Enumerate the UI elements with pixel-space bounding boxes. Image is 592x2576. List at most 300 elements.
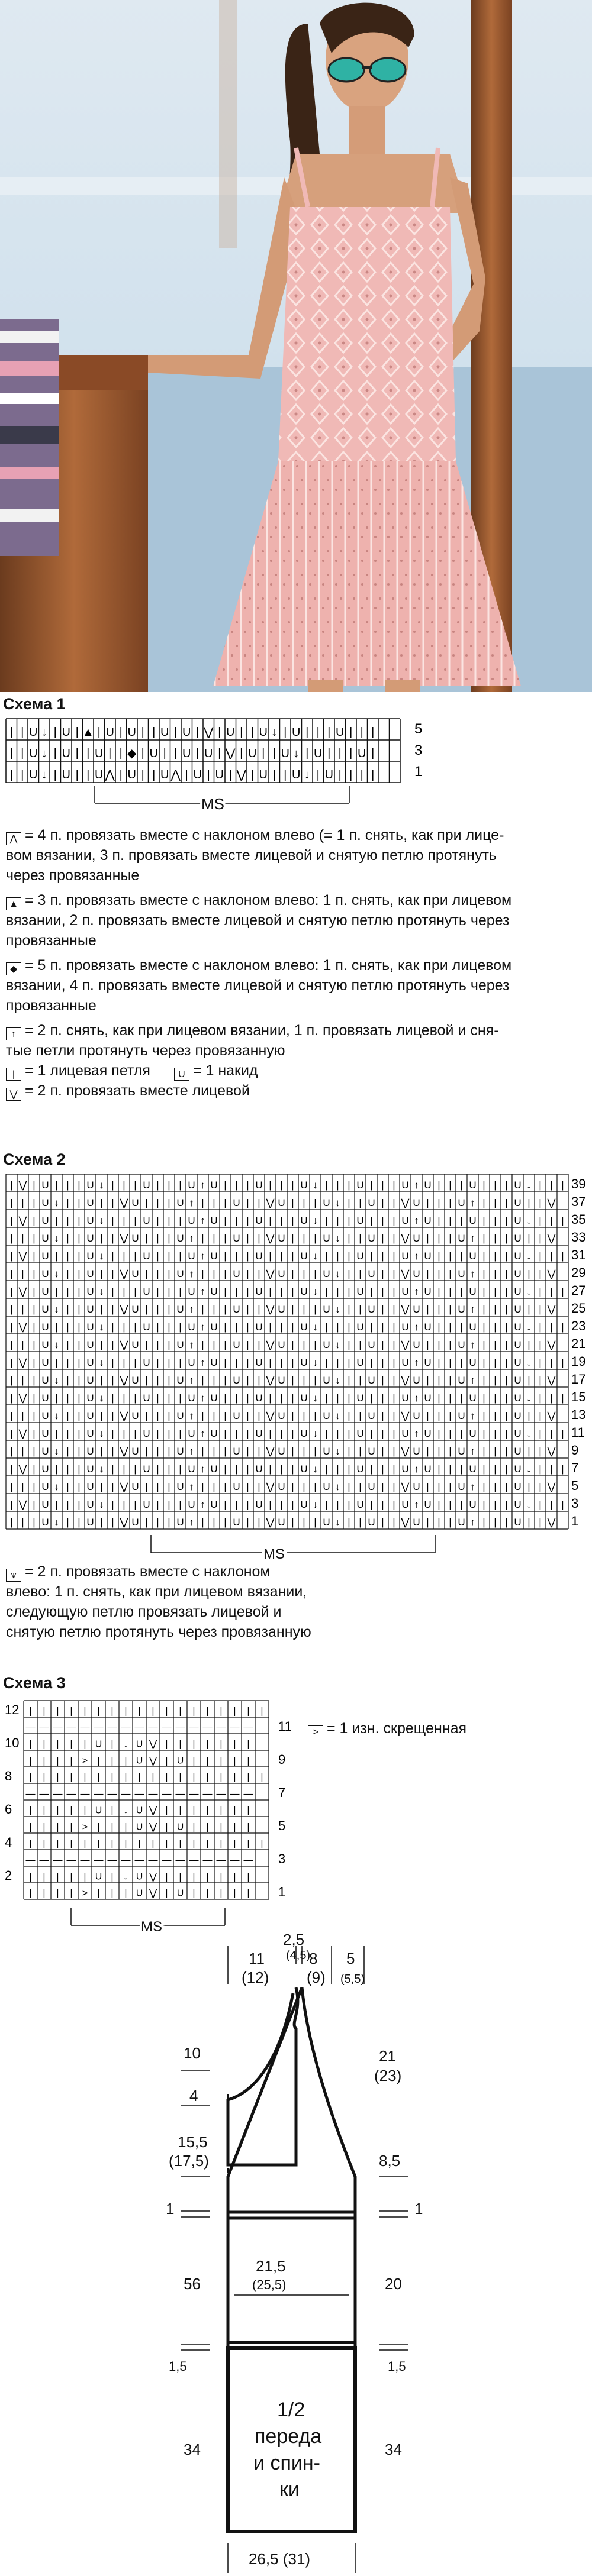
chart-symbol: ↓ (313, 1286, 318, 1297)
chart-symbol: ↓ (99, 1357, 104, 1368)
chart-symbol: U (259, 768, 268, 781)
chart-symbol: ⋁ (266, 1481, 275, 1492)
chart-symbol: U (368, 1233, 375, 1244)
chart-symbol: | (381, 1410, 384, 1421)
chart-symbol: U (215, 768, 224, 781)
chart-symbol: U (413, 1233, 420, 1244)
chart-symbol: U (278, 1517, 285, 1528)
chart-symbol: U (188, 1215, 195, 1226)
chart-symbol: | (505, 1499, 508, 1510)
chart-symbol: | (258, 1233, 260, 1244)
scheme2-row-number: 3 (571, 1496, 579, 1511)
chart-symbol: | (561, 1428, 564, 1439)
chart-symbol: | (539, 1481, 542, 1492)
chart-symbol: | (437, 1499, 440, 1510)
chart-symbol: | (233, 1772, 236, 1783)
chart-symbol: | (33, 1339, 36, 1350)
chart-symbol: | (381, 1304, 384, 1315)
chart-symbol: > (82, 1822, 88, 1832)
chart-symbol: | (53, 768, 57, 781)
chart-symbol: | (29, 1805, 32, 1816)
chart-symbol: U (323, 1268, 330, 1279)
chart-symbol: ⋁ (547, 1233, 556, 1244)
chart-symbol: | (66, 1446, 69, 1457)
dim-top-4-5: (4,5) (286, 1949, 311, 1962)
chart-symbol: ↓ (313, 1215, 318, 1226)
chart-symbol: U (469, 1179, 477, 1191)
chart-symbol: | (213, 1339, 215, 1350)
chart-symbol: | (348, 1197, 350, 1208)
ssk-icon: ⩛ (6, 1569, 21, 1582)
chart-symbol: | (111, 1357, 114, 1368)
chart-symbol: ↑ (200, 1392, 205, 1404)
dim-inner-21-5: 21,5 (256, 2257, 286, 2275)
chart-symbol: U (160, 725, 169, 739)
chart-symbol: U (149, 746, 158, 760)
chart-symbol: | (527, 1410, 530, 1421)
legend-2-slip: ↑ = 2 п. снять, как при лицевом вязании, 1 п. провязать лицевой и сня- (6, 1020, 586, 1040)
chart-symbol: | (56, 1888, 59, 1899)
chart-symbol: | (392, 1215, 395, 1226)
chart-symbol: U (514, 1268, 522, 1279)
chart-symbol: | (152, 768, 156, 781)
chart-symbol: | (168, 1197, 170, 1208)
chart-symbol: — (121, 1722, 131, 1733)
chart-symbol: ⋁ (547, 1481, 556, 1492)
chart-symbol: ↑ (189, 1517, 194, 1528)
chart-symbol: | (124, 1888, 127, 1899)
chart-symbol: | (305, 725, 309, 739)
chart-symbol: U (401, 1286, 409, 1297)
chart-symbol: | (235, 1463, 238, 1475)
chart-symbol: | (426, 1197, 429, 1208)
chart-symbol: | (108, 746, 112, 760)
chart-symbol: | (505, 1410, 508, 1421)
chart-symbol: U (86, 1481, 94, 1492)
chart-symbol: | (336, 1250, 339, 1262)
chart-symbol: | (359, 1375, 362, 1386)
scheme2-row-number: 27 (571, 1283, 586, 1298)
chart-symbol: U (469, 1357, 477, 1368)
chart-symbol: U (458, 1446, 465, 1457)
chart-symbol: — (53, 1789, 63, 1799)
chart-symbol: U (86, 1304, 94, 1315)
chart-symbol: | (561, 1463, 564, 1475)
scheme2-row-number: 21 (571, 1336, 586, 1351)
scheme3-title: Схема 3 (3, 1674, 66, 1692)
chart-symbol: U (233, 1304, 240, 1315)
chart-symbol: U (424, 1392, 432, 1404)
chart-symbol: ↓ (335, 1233, 340, 1244)
chart-symbol: | (207, 768, 210, 781)
chart-symbol: U (413, 1268, 420, 1279)
chart-symbol: U (458, 1233, 465, 1244)
scheme2-row-number: 5 (571, 1478, 579, 1493)
chart-symbol: | (220, 1872, 223, 1882)
chart-symbol: U (86, 1357, 94, 1368)
chart-symbol: | (224, 1517, 227, 1528)
chart-symbol: ⋁ (120, 1481, 128, 1492)
scheme1-chart (0, 716, 592, 828)
chart-symbol: ↑ (414, 1392, 419, 1404)
chart-symbol: ⋁ (18, 1499, 27, 1510)
chart-symbol: | (235, 1499, 238, 1510)
chart-symbol: U (210, 1215, 218, 1226)
chart-symbol: U (248, 746, 257, 760)
chart-symbol: ↓ (54, 1339, 59, 1350)
chart-symbol: U (278, 1268, 285, 1279)
chart-symbol: | (224, 1339, 227, 1350)
chart-symbol: | (370, 1392, 373, 1404)
chart-symbol: U (356, 1321, 364, 1333)
chart-symbol: ↓ (313, 1250, 318, 1262)
chart-symbol: | (70, 1838, 73, 1849)
chart-symbol: | (233, 1756, 236, 1766)
chart-symbol: | (437, 1286, 440, 1297)
chart-symbol: U (424, 1463, 432, 1475)
chart-symbol: | (179, 1838, 182, 1849)
chart-symbol: | (336, 1215, 339, 1226)
chart-symbol: | (505, 1179, 508, 1191)
chart-symbol: | (437, 1179, 440, 1191)
chart-symbol: | (291, 1375, 294, 1386)
chart-symbol: | (43, 1805, 46, 1816)
chart-symbol: | (338, 768, 342, 781)
chart-symbol: | (246, 1233, 249, 1244)
chart-symbol: | (449, 1392, 452, 1404)
chart-symbol: | (494, 1304, 497, 1315)
chart-symbol: | (494, 1286, 497, 1297)
chart-symbol: | (437, 1268, 440, 1279)
chart-symbol: U (86, 1410, 94, 1421)
chart-symbol: | (165, 1872, 168, 1882)
chart-symbol: U (143, 1215, 150, 1226)
chart-symbol: | (66, 1357, 69, 1368)
chart-symbol: — (80, 1855, 90, 1866)
chart-symbol: U (336, 725, 345, 739)
chart-symbol: ▲ (82, 725, 94, 739)
chart-symbol: | (134, 1250, 137, 1262)
chart-symbol: | (494, 1250, 497, 1262)
scheme1-title: Схема 1 (3, 695, 66, 713)
scheme2-row-number: 35 (571, 1212, 586, 1227)
chart-symbol: | (392, 1499, 395, 1510)
chart-symbol: ⋁ (236, 768, 246, 781)
chart-symbol: U (356, 1250, 364, 1262)
chart-symbol: | (165, 1822, 168, 1832)
chart-symbol: | (70, 1756, 73, 1766)
legend-4-together: ⋀ = 4 п. провязать вместе с наклоном влево (= 1 п. снять, как при лице- (6, 825, 586, 845)
chart-symbol: | (494, 1321, 497, 1333)
chart-symbol: | (119, 746, 123, 760)
chart-symbol: | (437, 1481, 440, 1492)
chart-symbol: | (325, 1215, 328, 1226)
chart-symbol: — (107, 1722, 117, 1733)
chart-symbol: | (224, 1499, 227, 1510)
chart-symbol: | (460, 1286, 463, 1297)
chart-symbol: | (381, 1499, 384, 1510)
chart-symbol: | (359, 1339, 362, 1350)
filled-triangle-icon: ▲ (6, 897, 21, 910)
chart-symbol: U (469, 1286, 477, 1297)
chart-symbol: U (41, 1268, 49, 1279)
chart-symbol: | (21, 1446, 24, 1457)
chart-symbol: | (179, 1215, 182, 1226)
chart-symbol: U (188, 1463, 195, 1475)
chart-symbol: | (336, 1499, 339, 1510)
chart-symbol: | (165, 1739, 168, 1750)
chart-symbol: | (53, 725, 57, 739)
chart-symbol: U (136, 1872, 143, 1882)
chart-symbol: — (66, 1722, 76, 1733)
chart-symbol: | (348, 1179, 350, 1191)
chart-symbol: | (348, 1410, 350, 1421)
chart-symbol: | (78, 1233, 81, 1244)
chart-symbol: ⋁ (18, 1392, 27, 1404)
chart-symbol: | (123, 1499, 126, 1510)
chart-symbol: | (55, 1499, 58, 1510)
chart-symbol: | (494, 1197, 497, 1208)
chart-symbol: | (33, 1410, 36, 1421)
chart-symbol: | (505, 1268, 508, 1279)
chart-symbol: | (291, 1268, 294, 1279)
chart-symbol: ⋁ (266, 1233, 275, 1244)
chart-symbol: U (458, 1304, 465, 1315)
chart-symbol: U (300, 1357, 308, 1368)
chart-symbol: | (247, 1756, 250, 1766)
chart-symbol: | (55, 1463, 58, 1475)
chart-symbol: ⋁ (149, 1822, 157, 1832)
chart-symbol: | (201, 1481, 204, 1492)
chart-symbol: ↓ (54, 1517, 59, 1528)
dim-bottom: 26,5 (31) (249, 2550, 311, 2568)
chart-symbol: | (381, 1233, 384, 1244)
chart-symbol: | (291, 1446, 294, 1457)
scheme3-left-number: 6 (5, 1802, 12, 1817)
chart-symbol: | (43, 1888, 46, 1899)
chart-symbol: U (136, 1888, 143, 1899)
chart-symbol: | (314, 1304, 317, 1315)
chart-symbol: ↑ (189, 1446, 194, 1457)
chart-symbol: ↓ (41, 746, 47, 760)
chart-symbol: | (10, 1428, 13, 1439)
chart-symbol: | (78, 1499, 81, 1510)
chart-symbol: ↓ (99, 1321, 104, 1333)
chart-symbol: | (449, 1446, 452, 1457)
chart-symbol: | (247, 1822, 250, 1832)
chart-symbol: U (210, 1392, 218, 1404)
chart-symbol: U (86, 1517, 94, 1528)
chart-symbol: | (168, 1233, 170, 1244)
chart-symbol: ⋁ (18, 1286, 27, 1297)
chart-symbol: | (100, 1304, 103, 1315)
chart-symbol: | (505, 1321, 508, 1333)
chart-symbol: | (303, 1268, 305, 1279)
chart-symbol: | (449, 1428, 452, 1439)
chart-symbol: | (371, 725, 375, 739)
chart-symbol: U (233, 1481, 240, 1492)
chart-symbol: | (291, 1179, 294, 1191)
chart-symbol: U (143, 1463, 150, 1475)
chart-symbol: ↑ (414, 1428, 419, 1439)
chart-symbol: | (224, 1410, 227, 1421)
chart-symbol: | (56, 1706, 59, 1717)
chart-symbol: | (235, 1286, 238, 1297)
chart-symbol: | (97, 1756, 100, 1766)
chart-symbol: U (255, 1215, 263, 1226)
chart-symbol: | (86, 768, 90, 781)
dim-top-2-5: 2,5 (283, 1931, 305, 1948)
chart-symbol: | (460, 1499, 463, 1510)
chart-symbol: | (381, 1517, 384, 1528)
chart-symbol: | (550, 1321, 553, 1333)
chart-symbol: | (168, 1250, 170, 1262)
chart-symbol: | (134, 1286, 137, 1297)
chart-symbol: | (449, 1375, 452, 1386)
scheme2-row-number: 1 (571, 1514, 579, 1528)
chart-symbol: | (192, 1838, 195, 1849)
chart-symbol: U (41, 1215, 49, 1226)
chart-symbol: U (86, 1179, 94, 1191)
chart-symbol: | (505, 1233, 508, 1244)
chart-symbol: | (494, 1481, 497, 1492)
chart-symbol: — (243, 1789, 253, 1799)
chart-symbol: U (458, 1517, 465, 1528)
chart-symbol: U (278, 1410, 285, 1421)
chart-symbol: — (39, 1722, 49, 1733)
chart-symbol: U (131, 1268, 139, 1279)
chart-symbol: | (280, 1428, 283, 1439)
chart-symbol: U (136, 1805, 143, 1816)
chart-symbol: | (269, 1499, 272, 1510)
chart-symbol: U (278, 1339, 285, 1350)
chart-symbol: | (111, 1888, 114, 1899)
scheme2-row-number: 15 (571, 1389, 586, 1404)
chart-symbol: | (392, 1481, 395, 1492)
chart-symbol: | (78, 1268, 81, 1279)
chart-symbol: U (292, 768, 301, 781)
chart-symbol: | (224, 1268, 227, 1279)
chart-symbol: U (41, 1250, 49, 1262)
chart-symbol: U (41, 1321, 49, 1333)
dim-inner-25-5: (25,5) (252, 2277, 287, 2292)
chart-symbol: | (314, 1517, 317, 1528)
chart-symbol: U (356, 1215, 364, 1226)
chart-symbol: ↑ (200, 1321, 205, 1333)
chart-symbol: | (235, 1321, 238, 1333)
chart-symbol: | (494, 1339, 497, 1350)
chart-symbol: | (370, 1357, 373, 1368)
chart-symbol: | (192, 1805, 195, 1816)
chart-symbol: | (291, 1517, 294, 1528)
dim-left-4: 4 (189, 2087, 198, 2105)
chart-symbol: | (56, 1756, 59, 1766)
chart-symbol: | (291, 1197, 294, 1208)
chart-symbol: | (168, 1179, 170, 1191)
chart-symbol: | (218, 725, 221, 739)
dim-right-20: 20 (385, 2275, 402, 2293)
chart-symbol: | (33, 1463, 36, 1475)
chart-symbol: U (233, 1197, 240, 1208)
chart-symbol: ⋁ (547, 1410, 556, 1421)
chart-symbol: | (262, 746, 265, 760)
chart-symbol: | (437, 1357, 440, 1368)
chart-symbol: | (233, 1838, 236, 1849)
chart-symbol: | (111, 1706, 114, 1717)
scheme2-row-number: 19 (571, 1354, 586, 1369)
chart-symbol: | (314, 1375, 317, 1386)
chart-symbol: | (124, 1772, 127, 1783)
chart-symbol: | (247, 1706, 250, 1717)
chart-symbol: U (29, 768, 38, 781)
chart-symbol: | (449, 1517, 452, 1528)
chart-symbol: | (550, 1392, 553, 1404)
chart-symbol: | (392, 1517, 395, 1528)
chart-symbol: ↑ (470, 1268, 475, 1279)
scheme3-left-number: 10 (5, 1735, 20, 1750)
chart-symbol: U (86, 1233, 94, 1244)
chart-symbol: ↓ (335, 1410, 340, 1421)
chart-symbol: | (392, 1410, 395, 1421)
chart-symbol: U (95, 746, 104, 760)
chart-symbol: | (449, 1339, 452, 1350)
chart-symbol: | (247, 1805, 250, 1816)
chart-symbol: | (291, 1392, 294, 1404)
chart-symbol: U (41, 1197, 49, 1208)
chart-symbol: | (33, 1499, 36, 1510)
dim-left-1-5: 1,5 (169, 2359, 187, 2374)
chart-symbol: | (240, 746, 243, 760)
chart-symbol: — (53, 1722, 63, 1733)
chart-symbol: | (10, 1215, 13, 1226)
chart-symbol: ↓ (335, 1481, 340, 1492)
chart-symbol: | (10, 1410, 13, 1421)
chart-symbol: | (66, 1250, 69, 1262)
chart-symbol: ↑ (414, 1499, 419, 1510)
scheme2-row-number: 25 (571, 1301, 586, 1316)
chart-symbol: ↓ (123, 1739, 128, 1750)
chart-symbol: ↑ (200, 1463, 205, 1475)
chart-symbol: | (168, 1463, 170, 1475)
chart-symbol: | (192, 1739, 195, 1750)
chart-symbol: ⋁ (266, 1517, 275, 1528)
chart-symbol: | (303, 1481, 305, 1492)
chart-symbol: | (55, 1286, 58, 1297)
scheme2-row-number: 23 (571, 1318, 586, 1333)
chart-symbol: | (233, 1706, 236, 1717)
chart-symbol: | (460, 1357, 463, 1368)
chart-symbol: | (482, 1215, 485, 1226)
chart-symbol: — (107, 1855, 117, 1866)
chart-symbol: | (111, 1739, 114, 1750)
chart-symbol: | (123, 1250, 126, 1262)
chart-symbol: | (145, 1233, 148, 1244)
chart-symbol: U (226, 725, 235, 739)
chart-symbol: | (561, 1321, 564, 1333)
chart-symbol: U (356, 1499, 364, 1510)
chart-symbol: | (83, 1739, 86, 1750)
chart-symbol: | (482, 1357, 485, 1368)
chart-symbol: | (55, 1215, 58, 1226)
chart-symbol: | (235, 1250, 238, 1262)
chart-symbol: | (97, 1772, 100, 1783)
chart-symbol: | (482, 1179, 485, 1191)
chart-symbol: | (314, 1233, 317, 1244)
chart-symbol: ⋁ (18, 1321, 27, 1333)
chart-symbol: | (381, 1250, 384, 1262)
chart-symbol: U (368, 1339, 375, 1350)
chart-symbol: ↓ (335, 1517, 340, 1528)
